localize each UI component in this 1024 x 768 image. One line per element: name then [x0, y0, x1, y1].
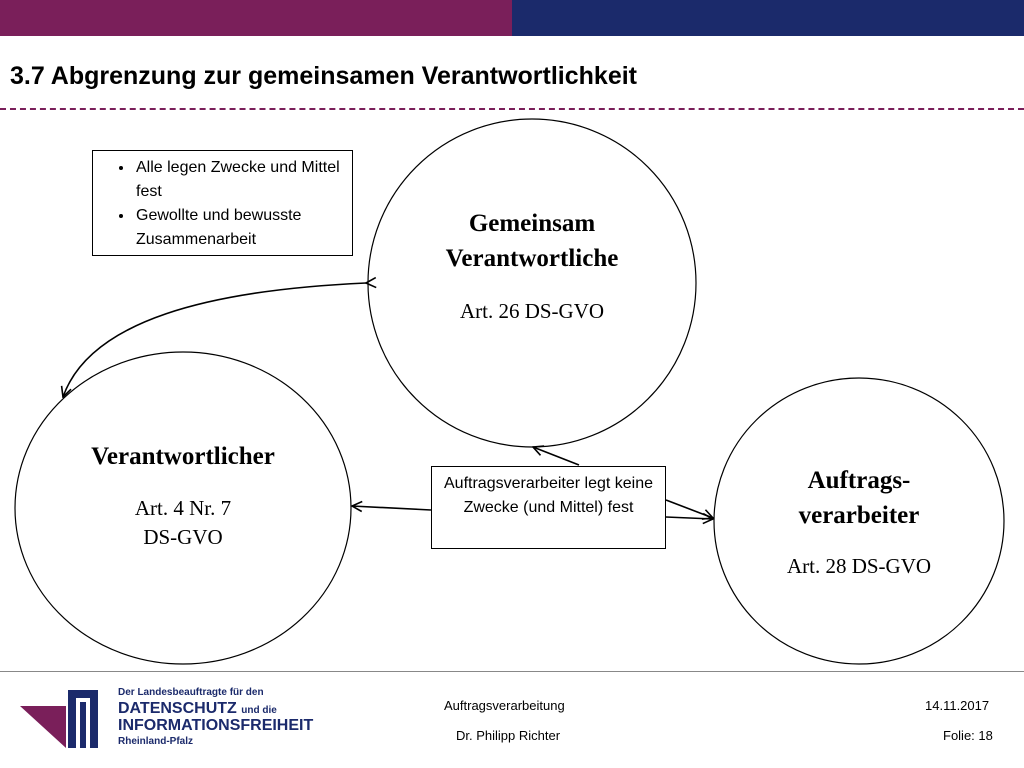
processor-article: Art. 28 DS-GVO [786, 554, 932, 578]
logo-line-4: Rheinland-Pfalz [118, 736, 194, 747]
processor-note-box: Auftragsverarbeiter legt keine Zwecke (und Mittel) fest [431, 466, 666, 549]
criteria-box [92, 150, 353, 256]
logo-line-3: INFORMATIONSFREIHEIT [118, 717, 314, 734]
controller-heading: Verantwortlicher [91, 443, 275, 470]
controller-label [33, 439, 333, 552]
arrow-note-to-controller [352, 506, 431, 510]
footer-divider [0, 671, 1024, 672]
footer-author: Dr. Philipp Richter [456, 728, 561, 743]
joint-controllers-heading-2: Verantwortliche [445, 245, 619, 272]
controller-article-1: Art. 4 Nr. 7 [134, 496, 232, 520]
page-title: 3.7 Abgrenzung zur gemeinsamen Verantwortlichkeit [10, 62, 638, 90]
footer-slide-number: Folie: 18 [943, 728, 993, 743]
processor-heading-1: Auftrags- [807, 467, 911, 494]
criteria-item: • Alle legen Zwecke und Mittel fest [134, 156, 352, 204]
logo-mark [20, 690, 98, 748]
controller-article-2: DS-GVO [143, 525, 223, 549]
logo-wordmark [118, 688, 313, 747]
processor-label [709, 463, 1009, 581]
joint-controllers-label [382, 206, 682, 326]
logo-line-1: Der Landesbeauftragte für den [118, 687, 264, 698]
joint-controllers-article: Art. 26 DS-GVO [459, 299, 605, 323]
footer-topic: Auftragsverarbeitung [444, 698, 565, 713]
logo-line-2: DATENSCHUTZ und die [118, 700, 277, 717]
criteria-item: • Gewollte und bewusste Zusammenarbeit [134, 204, 352, 252]
arrow-note-to-processor [666, 517, 713, 519]
arrow-controller-to-processor [666, 500, 713, 518]
arrow-note-to-joint [533, 447, 579, 465]
processor-heading-2: verarbeiter [798, 502, 920, 529]
joint-controllers-heading-1: Gemeinsam [468, 210, 596, 237]
footer-date: 14.11.2017 [925, 698, 990, 713]
